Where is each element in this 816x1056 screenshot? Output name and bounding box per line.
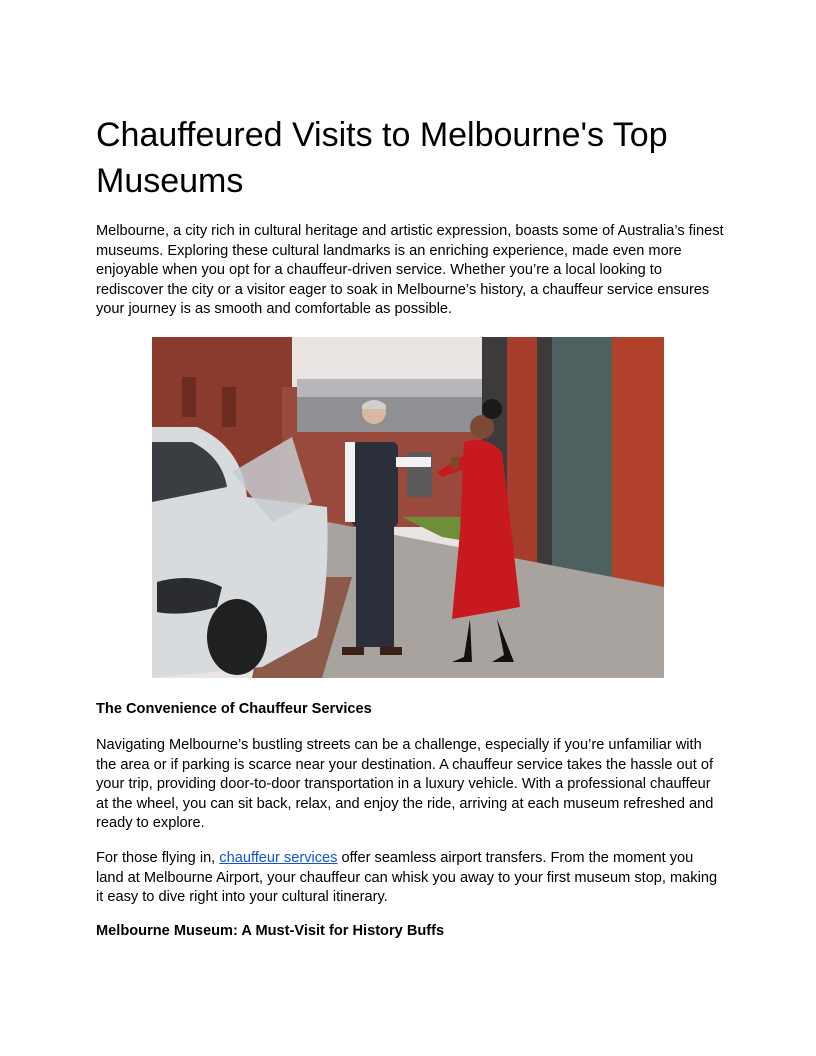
airport-paragraph — [96, 849, 724, 908]
convenience-paragraph: Navigating Melbourne’s bustling streets can be a challenge, especially if you’re unfamiliar with the area or if parking is scarce near your destination. A chauffeur service takes the hassle out of your trip, providing door-to-door transportation in a luxury vehicle. With a professional chauffeur at the wheel, you can sit back, relax, and enjoy the ride, arriving at each museum refreshed and ready to explore. — [96, 737, 714, 832]
airport-paragraph-start: For those flying in, — [96, 850, 220, 866]
airport-paragraph-end: offer seamless airport transfers. From the moment you land at Melbourne Airport, your chauffeur can whisk you away to your first museum stop, making it easy to dive right into your cultural itinerary. — [96, 850, 718, 906]
section-heading-convenience: The Convenience of Chauffeur Services — [96, 701, 372, 717]
chauffeur-photo — [152, 337, 664, 678]
section-heading-melbourne-museum: Melbourne Museum: A Must-Visit for History Buffs — [96, 923, 445, 939]
chauffeur-services-link[interactable]: chauffeur services — [219, 850, 338, 866]
page-title: Chauffeured Visits to Melbourne's Top Museums — [96, 116, 668, 200]
intro-paragraph: Melbourne, a city rich in cultural heritage and artistic expression, boasts some of Australia’s finest museums. Exploring these cultural landmarks is an enriching experience, made even more enjoyable when you opt for a chauffeur-driven service. Whether you’re a local looking to rediscover the city or a visitor eager to soak in Melbourne’s history, a chauffeur service ensures your journey is as smooth and comfortable as possible. — [96, 223, 724, 318]
